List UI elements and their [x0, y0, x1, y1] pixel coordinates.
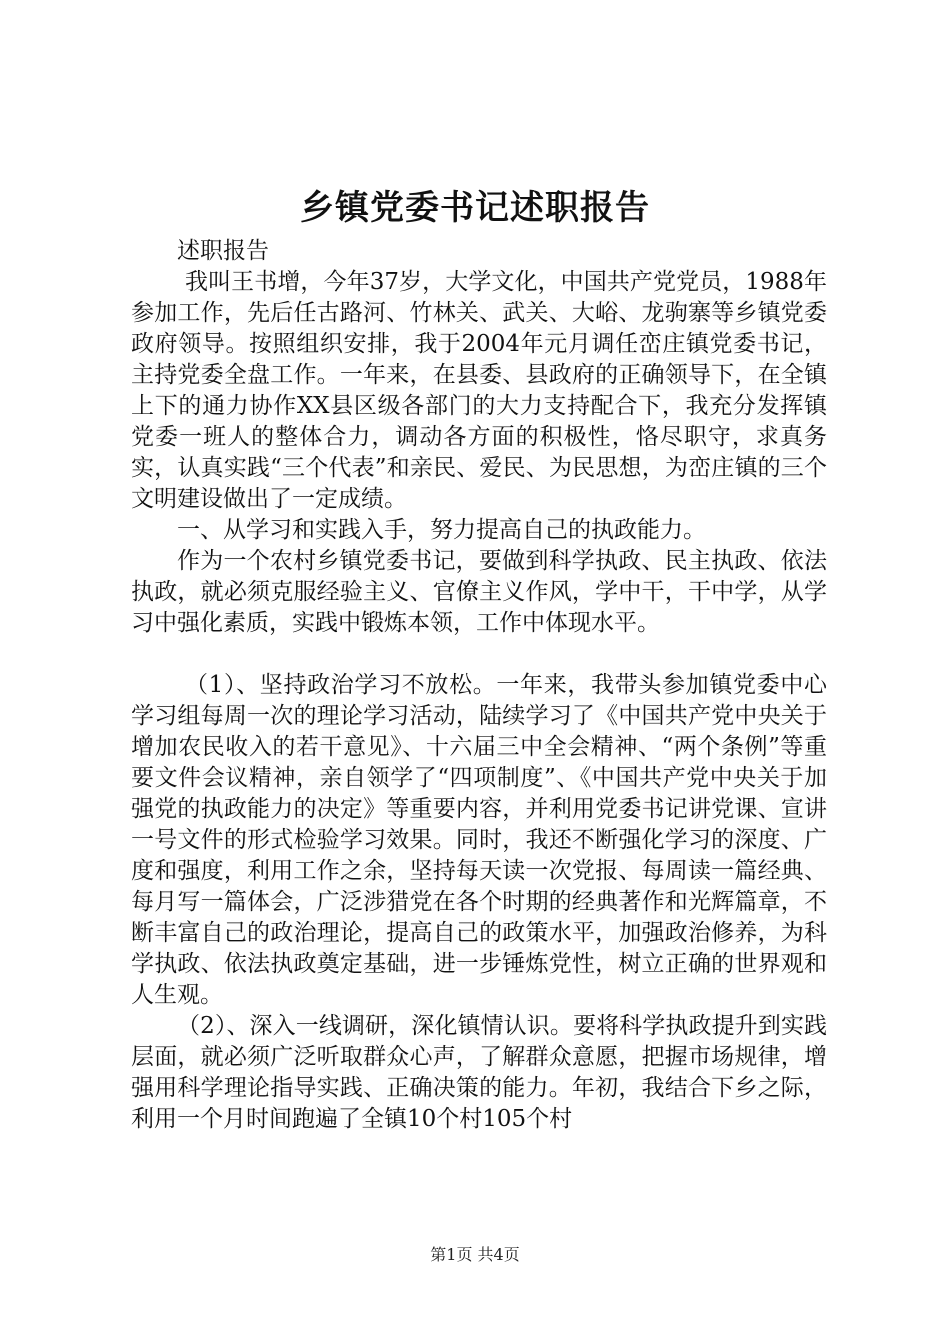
paragraph-item-2: （2）、深入一线调研，深化镇情认识。要将科学执政提升到实践层面，就必须广泛听取群众心声，了解群众意愿，把握市场规律，增强用科学理论指导实践、正确决策的能力。年初，我结合下乡之际，利用一个月时间跑遍了全镇10个村105个村 [131, 1013, 827, 1132]
document-body [131, 236, 827, 1135]
page-footer: 第1页 共4页 [430, 1245, 520, 1264]
paragraph-section-one-intro: 作为一个农村乡镇党委书记，要做到科学执政、民主执政、依法执政，就必须克服经验主义、官僚主义作风，学中干，干中学，从学习中强化素质，实践中锻炼本领，工作中体现水平。 [131, 548, 827, 636]
paragraph-heading-report: 述职报告 [177, 238, 269, 264]
paragraph-introduction: 我叫王书增，今年37岁，大学文化，中国共产党党员，1988年参加工作，先后任古路河、竹林关、武关、大峪、龙驹寨等乡镇党委政府领导。按照组织安排，我于2004年元月调任峦庄镇党委书记，主持党委全盘工作。一年来，在县委、县政府的正确领导下，在全镇上下的通力协作XX县区级各部门的大力支持配合下，我充分发挥镇党委一班人的整体合力，调动各方面的积极性，恪尽职守，求真务实，认真实践“三个代表”和亲民、爱民、为民思想，为峦庄镇的三个文明建设做出了一定成绩。 [131, 269, 827, 512]
document-title: 乡镇党委书记述职报告 [300, 188, 650, 228]
paragraph-item-1: （1）、坚持政治学习不放松。一年来，我带头参加镇党委中心学习组每周一次的理论学习活动，陆续学习了《中国共产党中央关于增加农民收入的若干意见》、十六届三中全会精神、“两个条例”等重要文件会议精神，亲自领学了“四项制度”、《中国共产党中央关于加强党的执政能力的决定》等重要内容，并利用党委书记讲党课、宣讲一号文件的形式检验学习效果。同时，我还不断强化学习的深度、广度和强度，利用工作之余，坚持每天读一次党报、每周读一篇经典、每月写一篇体会，广泛涉猎党在各个时期的经典著作和光辉篇章，不断丰富自己的政治理论，提高自己的政策水平，加强政治修养，为科学执政、依法执政奠定基础，进一步锤炼党性，树立正确的世界观和人生观。 [131, 672, 827, 1008]
paragraph-section-one-heading: 一、从学习和实践入手，努力提高自己的执政能力。 [177, 517, 706, 543]
